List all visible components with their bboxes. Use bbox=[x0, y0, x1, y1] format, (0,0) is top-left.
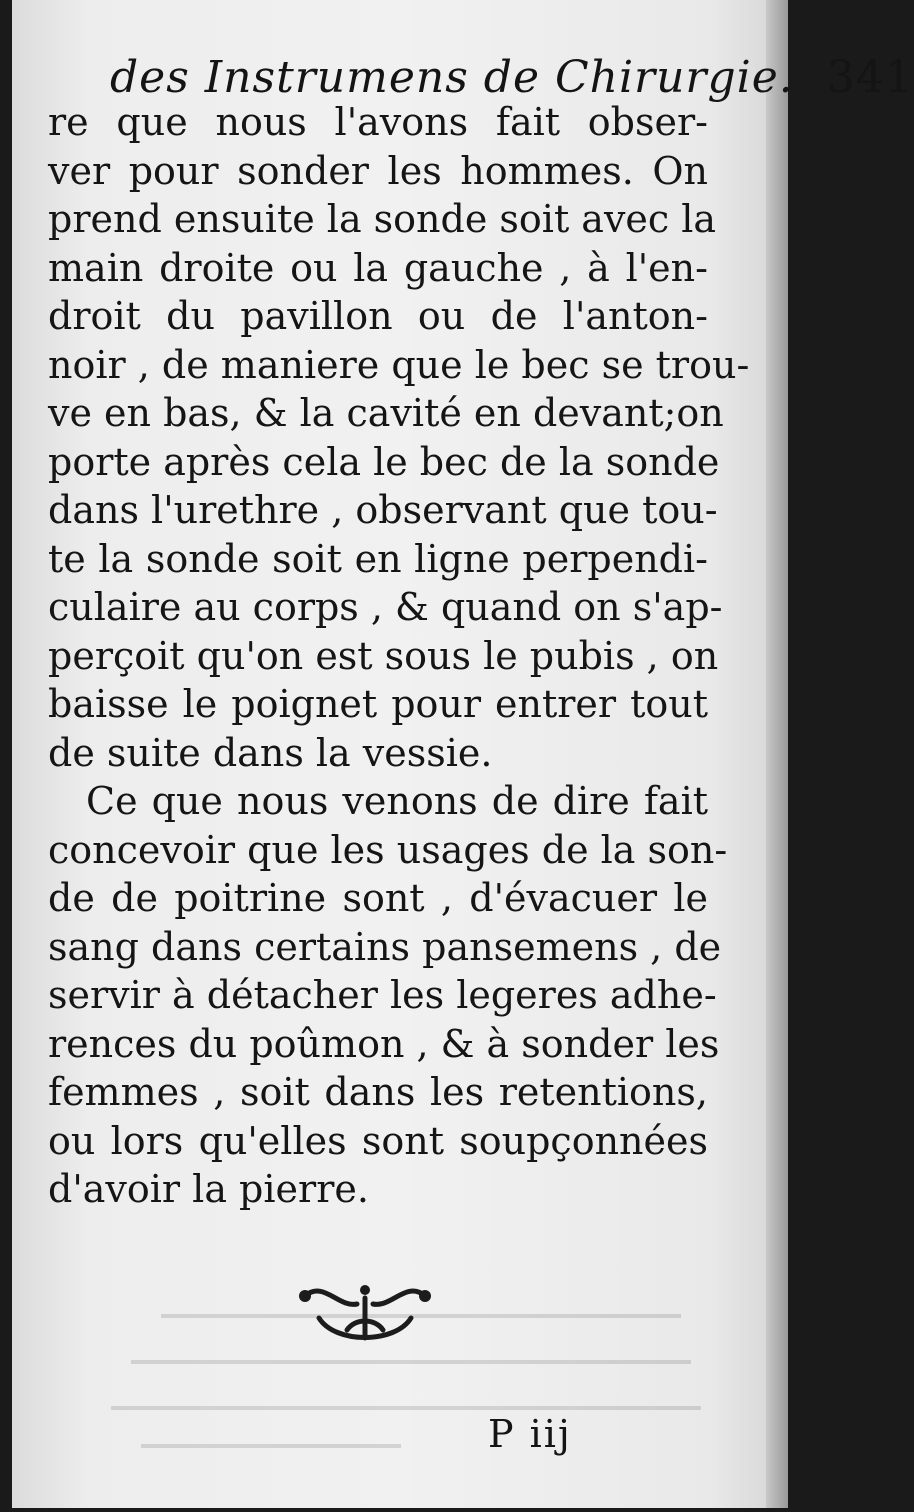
running-head-title: des Instrumens de Chirurgie. bbox=[110, 52, 794, 103]
text-line: servir à détacher les legeres adhe- bbox=[48, 973, 717, 1017]
text-line: culaire au corps , & quand on s'ap- bbox=[48, 585, 723, 629]
show-through-texture bbox=[152, 1250, 752, 1410]
text-line: re que nous l'avons fait obser- bbox=[48, 100, 708, 144]
text-line: d'avoir la pierre. bbox=[48, 1167, 369, 1211]
page-number: 341 bbox=[826, 52, 914, 103]
text-line: prend ensuite la sonde soit avec la bbox=[48, 197, 717, 241]
text-line: main droite ou la gauche , à l'en- bbox=[48, 245, 708, 290]
text-line: Ce que nous venons de dire fait bbox=[86, 779, 708, 823]
book-page bbox=[12, 0, 914, 1508]
text-line: ou lors qu'elles sont soupçonnées bbox=[48, 1118, 708, 1163]
text-line: de de poitrine sont , d'évacuer le bbox=[48, 876, 708, 920]
printer-ornament bbox=[295, 1278, 435, 1350]
text-line: porte après cela le bec de la sonde bbox=[48, 439, 720, 484]
text-line: perçoit qu'on est sous le pubis , on bbox=[48, 633, 719, 678]
body-text bbox=[48, 98, 750, 1214]
page-edge-shadow bbox=[766, 0, 788, 1508]
text-line: dans l'urethre , observant que tou- bbox=[48, 488, 718, 532]
text-line: ver pour sonder les hommes. On bbox=[48, 148, 708, 193]
text-line: concevoir que les usages de la son- bbox=[48, 827, 728, 872]
text-line: droit du pavillon ou de l'anton- bbox=[48, 294, 708, 338]
paragraph-2 bbox=[48, 777, 728, 1214]
text-line: noir , de maniere que le bec se trou- bbox=[48, 342, 750, 387]
paragraph-1 bbox=[48, 98, 750, 777]
text-line: sang dans certains pansemens , de bbox=[48, 924, 722, 969]
text-line: rences du poûmon , & à sonder les bbox=[48, 1021, 720, 1066]
text-line: ve en bas, & la cavité en devant;on bbox=[48, 391, 724, 435]
text-line: baisse le poignet pour entrer tout bbox=[48, 682, 708, 726]
text-line: te la sonde soit en ligne perpendi- bbox=[48, 536, 708, 581]
signature-mark: P iij bbox=[488, 1412, 572, 1456]
text-line: de suite dans la vessie. bbox=[48, 730, 493, 775]
text-line: femmes , soit dans les retentions, bbox=[48, 1070, 708, 1114]
